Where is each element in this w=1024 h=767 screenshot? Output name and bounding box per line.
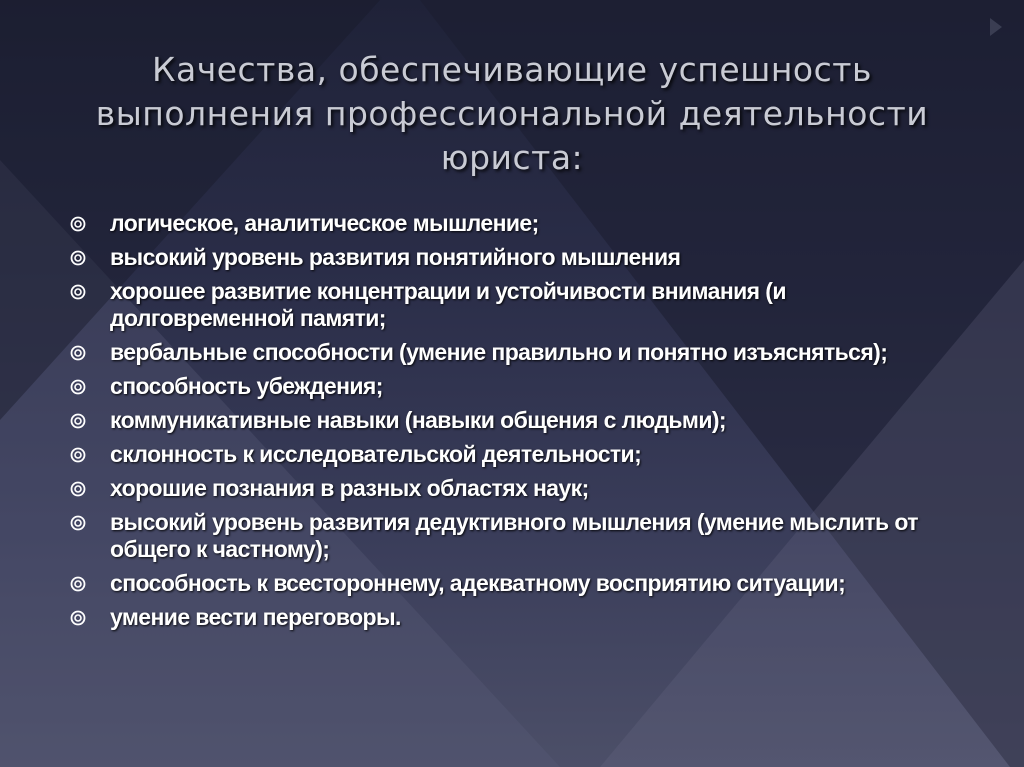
- list-item-text: способность к всестороннему, адекватному восприятию ситуации;: [110, 570, 846, 596]
- double-ring-bullet-icon: [70, 515, 86, 531]
- list-item-text: логическое, аналитическое мышление;: [110, 210, 539, 236]
- list-item-text: хорошее развитие концентрации и устойчивости внимания (и долговременной памяти;: [110, 278, 786, 331]
- double-ring-bullet-icon: [70, 216, 86, 232]
- double-ring-bullet-icon: [70, 250, 86, 266]
- qualities-list: [68, 210, 968, 638]
- double-ring-bullet-icon: [70, 413, 86, 429]
- list-item-text: высокий уровень развития дедуктивного мышления (умение мыслить от общего к частному);: [110, 509, 918, 562]
- list-item: [68, 441, 968, 468]
- list-item-text: хорошие познания в разных областях наук;: [110, 475, 589, 501]
- list-item: [68, 339, 968, 366]
- list-item-text: вербальные способности (умение правильно и понятно изъясняться);: [110, 339, 888, 365]
- double-ring-bullet-icon: [70, 576, 86, 592]
- double-ring-bullet-icon: [70, 345, 86, 361]
- list-item: [68, 278, 968, 332]
- list-item: [68, 570, 968, 597]
- list-item: [68, 244, 968, 271]
- double-ring-bullet-icon: [70, 481, 86, 497]
- list-item: [68, 509, 968, 563]
- title-line: выполнения профессиональной деятельности: [95, 94, 929, 133]
- list-item-text: склонность к исследовательской деятельности;: [110, 441, 642, 467]
- list-item: [68, 373, 968, 400]
- title-line: юриста:: [440, 138, 584, 177]
- list-item: [68, 210, 968, 237]
- list-item-text: умение вести переговоры.: [110, 604, 401, 630]
- list-item: [68, 475, 968, 502]
- double-ring-bullet-icon: [70, 610, 86, 626]
- double-ring-bullet-icon: [70, 379, 86, 395]
- list-item-text: высокий уровень развития понятийного мышления: [110, 244, 681, 270]
- title-line: Качества, обеспечивающие успешность: [152, 50, 872, 89]
- list-item-text: коммуникативные навыки (навыки общения с людьми);: [110, 407, 726, 433]
- double-ring-bullet-icon: [70, 447, 86, 463]
- list-item-text: способность убеждения;: [110, 373, 383, 399]
- double-ring-bullet-icon: [70, 284, 86, 300]
- list-item: [68, 407, 968, 434]
- play-arrow-icon[interactable]: [990, 18, 1002, 36]
- slide-title: [40, 48, 984, 180]
- list-item: [68, 604, 968, 631]
